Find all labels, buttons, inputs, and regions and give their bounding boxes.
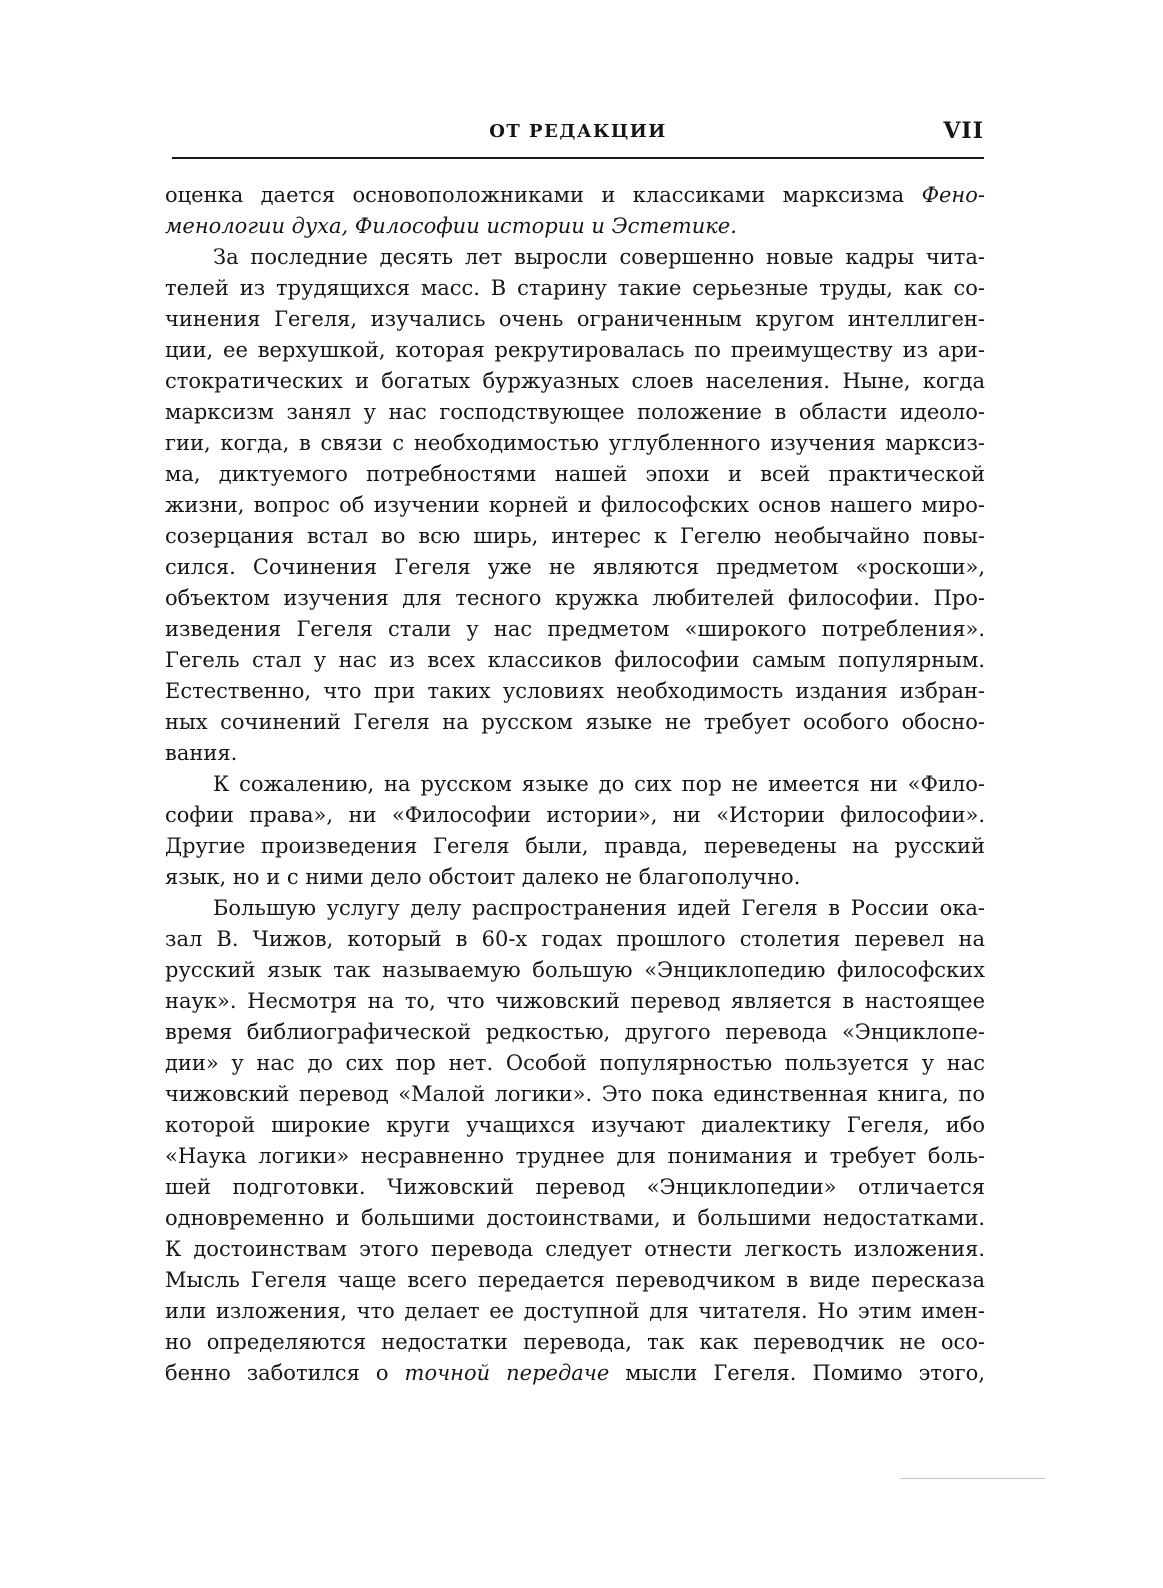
- text-line: марксизм занял у нас господствующее положение в области идеоло-: [165, 400, 985, 424]
- text-line: которой широкие круги учащихся изучают диалектику Гегеля, ибо: [165, 1113, 985, 1137]
- text-line: гии, когда, в связи с необходимостью углубленного изучения марксиз-: [165, 431, 985, 455]
- text-line: ма, диктуемого потребностями нашей эпохи и всей практической: [165, 462, 985, 486]
- text-line: чижовский перевод «Малой логики». Это пока единственная книга, по: [165, 1082, 985, 1106]
- italic-text-run: Фено-: [921, 183, 985, 207]
- text-line: Гегель стал у нас из всех классиков философии самым популярным.: [165, 648, 985, 672]
- text-line: русский язык так называемую большую «Энциклопедию философских: [165, 958, 985, 982]
- text-line: ных сочинений Гегеля на русском языке не требует особого обосно-: [165, 710, 985, 734]
- text-line: время библиографической редкостью, другого перевода «Энциклопе-: [165, 1020, 985, 1044]
- text-line: вания.: [165, 741, 238, 765]
- text-line: [165, 180, 985, 211]
- running-title: ОТ РЕДАКЦИИ: [489, 121, 667, 142]
- text-line: зал В. Чижов, который в 60-х годах прошлого столетия перевел на: [165, 927, 985, 951]
- italic-text-run: точной передаче: [404, 1361, 610, 1385]
- text-line: За последние десять лет выросли совершенно новые кадры чита-: [213, 245, 985, 269]
- text-line: Естественно, что при таких условиях необходимость издания избран-: [165, 679, 985, 703]
- text-line: менологии духа, Философии истории и Эстетике.: [165, 214, 737, 238]
- text-line: дии» у нас до сих пор нет. Особой популярностью пользуется у нас: [165, 1051, 985, 1075]
- text-run: мысли Гегеля. Помимо этого,: [609, 1361, 985, 1385]
- page-number: VII: [943, 118, 984, 144]
- text-run: бенно заботился о: [165, 1361, 405, 1385]
- footer-rule: [900, 1478, 1045, 1479]
- text-line: созерцания встал во всю ширь, интерес к Гегелю необычайно повы-: [165, 524, 985, 548]
- text-line: Другие произведения Гегеля были, правда, переведены на русский: [165, 834, 985, 858]
- text-line: К сожалению, на русском языке до сих пор не имеется ни «Фило-: [213, 772, 985, 796]
- text-line: софии права», ни «Философии истории», ни «Истории философии».: [165, 803, 985, 827]
- text-line: «Наука логики» несравненно труднее для понимания и требует боль-: [165, 1144, 985, 1168]
- text-line: ции, ее верхушкой, которая рекрутировалась по преимуществу из ари-: [165, 338, 985, 362]
- text-line: чинения Гегеля, изучались очень ограниченным кругом интеллиген-: [165, 307, 985, 331]
- text-line: объектом изучения для тесного кружка любителей философии. Про-: [165, 586, 985, 610]
- text-line: но определяются недостатки перевода, так как переводчик не осо-: [165, 1330, 985, 1354]
- text-line: Мысль Гегеля чаще всего передается переводчиком в виде пересказа: [165, 1268, 985, 1292]
- text-line: [165, 1358, 985, 1389]
- body-text: [165, 180, 985, 1389]
- text-line: язык, но и с ними дело обстоит далеко не благополучно.: [165, 865, 801, 889]
- text-line: Большую услугу делу распространения идей Гегеля в России ока-: [213, 896, 985, 920]
- text-run: оценка дается основоположниками и классиками марксизма: [165, 183, 922, 207]
- header-rule: [172, 157, 984, 159]
- text-line: шей подготовки. Чижовский перевод «Энциклопедии» отличается: [165, 1175, 985, 1199]
- running-head: [172, 118, 984, 152]
- text-line: одновременно и большими достоинствами, и большими недостатками.: [165, 1206, 985, 1230]
- text-line: К достоинствам этого перевода следует отнести легкость изложения.: [165, 1237, 985, 1261]
- text-line: телей из трудящихся масс. В старину такие серьезные труды, как со-: [165, 276, 985, 300]
- text-line: жизни, вопрос об изучении корней и философских основ нашего миро-: [165, 493, 985, 517]
- text-line: или изложения, что делает ее доступной для читателя. Но этим имен-: [165, 1299, 985, 1323]
- text-line: сился. Сочинения Гегеля уже не являются предметом «роскоши»,: [165, 555, 985, 579]
- text-line: стократических и богатых буржуазных слоев населения. Ныне, когда: [165, 369, 985, 393]
- text-line: изведения Гегеля стали у нас предметом «широкого потребления».: [165, 617, 985, 641]
- text-line: наук». Несмотря на то, что чижовский перевод является в настоящее: [165, 989, 985, 1013]
